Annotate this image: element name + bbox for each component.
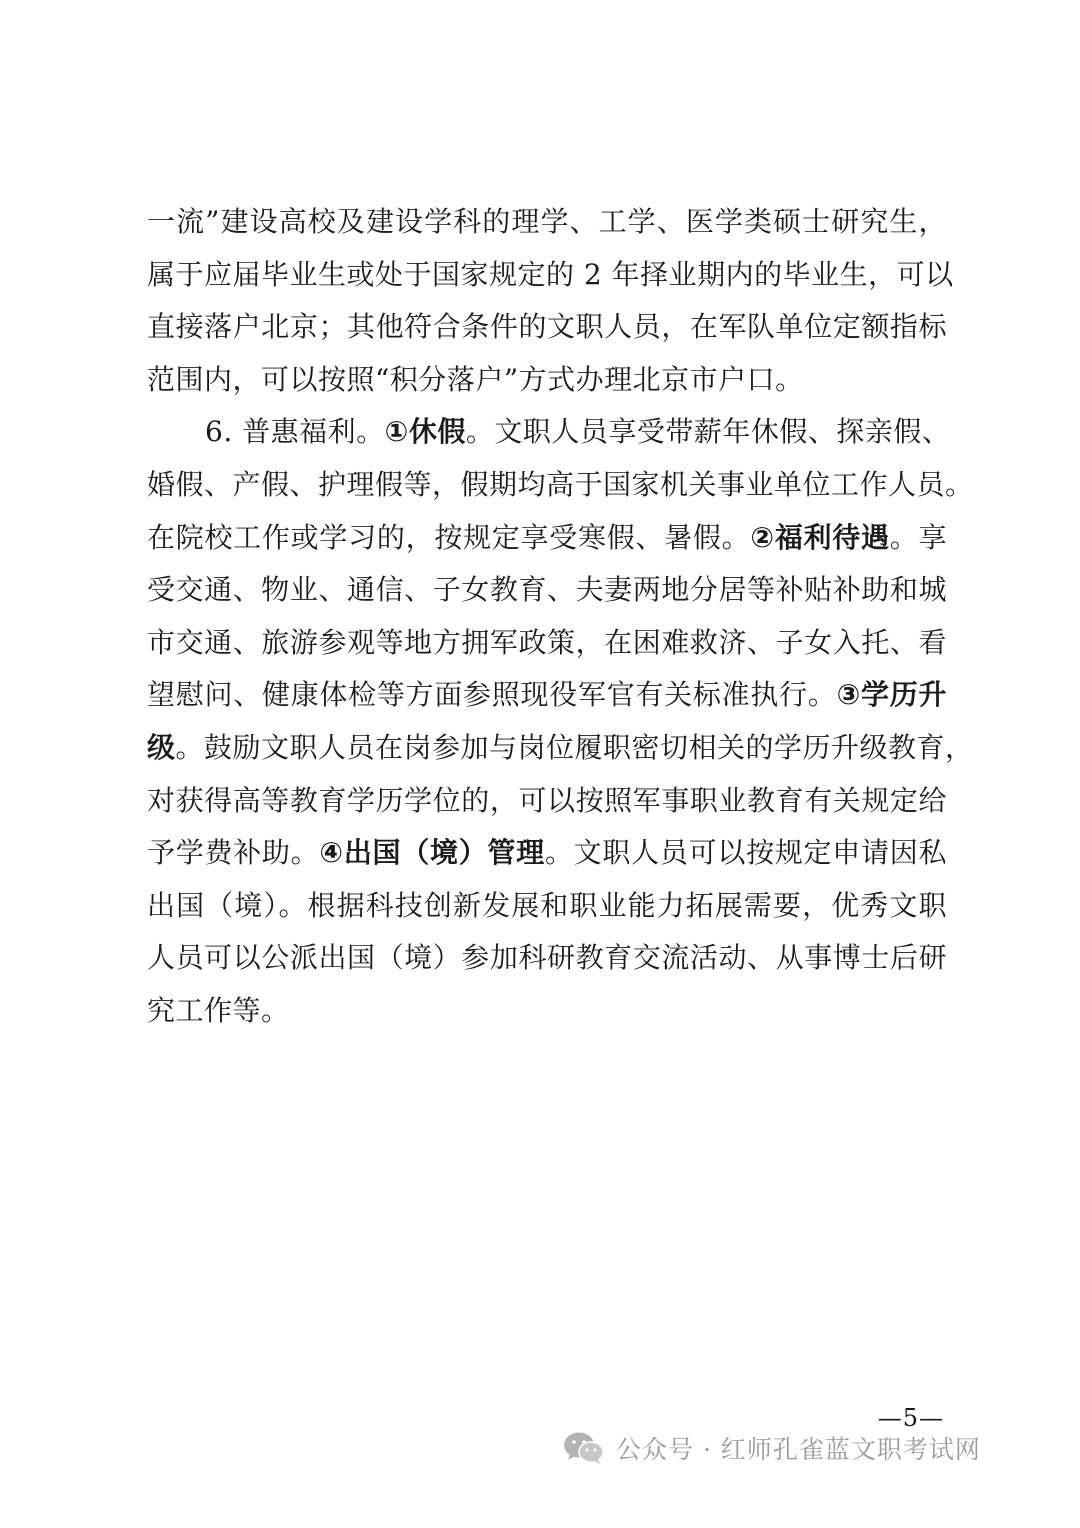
text-segment: 直接落户北京；其他符合条件的文职人员，在军队单位定额指标	[147, 310, 947, 344]
bold-heading-segment: ①休假	[384, 415, 466, 449]
text-segment: 6. 普惠福利。	[205, 415, 385, 449]
text-segment: 范围内，可以按照“积分落户”方式办理北京市户口。	[147, 362, 804, 396]
text-line	[147, 985, 947, 1038]
text-line	[147, 301, 947, 354]
text-line	[147, 354, 947, 407]
text-segment: 望慰问、健康体检等方面参照现役军官有关标准执行。	[147, 678, 837, 712]
text-segment: 。享	[889, 520, 947, 554]
text-line	[147, 617, 947, 670]
text-segment: 。鼓励文职人员在岗参加与岗位履职密切相关的学历升级教育，	[175, 730, 974, 764]
text-segment: 婚假、产假、护理假等，假期均高于国家机关事业单位工作人员。	[147, 467, 974, 501]
text-segment: 。文职人员享受带薪年休假、探亲假、	[465, 415, 951, 449]
bold-heading-segment: ②福利待遇	[750, 520, 890, 554]
bold-heading-segment: ④出国（境）管理	[319, 836, 545, 870]
wechat-icon	[562, 1430, 606, 1466]
text-segment: 人员可以公派出国（境）参加科研教育交流活动、从事博士后研	[147, 941, 947, 975]
text-line	[147, 249, 954, 302]
text-segment: 予学费补助。	[147, 836, 320, 870]
text-segment: 市交通、旅游参观等地方拥军政策，在困难救济、子女入托、看	[147, 625, 947, 659]
text-line	[147, 512, 947, 565]
text-segment: 。文职人员可以按规定申请因私	[544, 836, 947, 870]
text-line	[147, 932, 947, 985]
text-segment: 究工作等。	[147, 993, 290, 1027]
text-segment: 出国（境）。根据科技创新发展和职业能力拓展需要，优秀文职	[147, 888, 947, 922]
text-segment: 在院校工作或学习的，按规定享受寒假、暑假。	[147, 520, 751, 554]
text-line	[147, 196, 947, 249]
document-body	[147, 196, 974, 1038]
page-number: —5—	[877, 1404, 944, 1432]
text-line	[147, 880, 947, 933]
text-line	[147, 459, 974, 512]
text-line	[147, 722, 974, 775]
watermark-text: 公众号 · 红师孔雀蓝文职考试网	[616, 1435, 981, 1464]
text-segment: 对获得高等教育学历学位的，可以按照军事职业教育有关规定给	[147, 783, 947, 817]
text-line	[147, 827, 947, 880]
text-line	[147, 564, 947, 617]
text-line	[147, 669, 947, 722]
bold-heading-segment: 级	[147, 730, 176, 764]
text-segment: 一流”建设高校及建设学科的理学、工学、医学类硕士研究生，	[147, 205, 947, 238]
text-line	[147, 406, 951, 459]
text-segment: 受交通、物业、通信、子女教育、夫妻两地分居等补贴补助和城	[147, 573, 947, 607]
text-segment: 属于应届毕业生或处于国家规定的 2 年择业期内的毕业生，可以	[147, 257, 954, 291]
watermark	[562, 1426, 981, 1470]
text-line	[147, 775, 947, 828]
bold-heading-segment: ③学历升	[836, 678, 947, 712]
